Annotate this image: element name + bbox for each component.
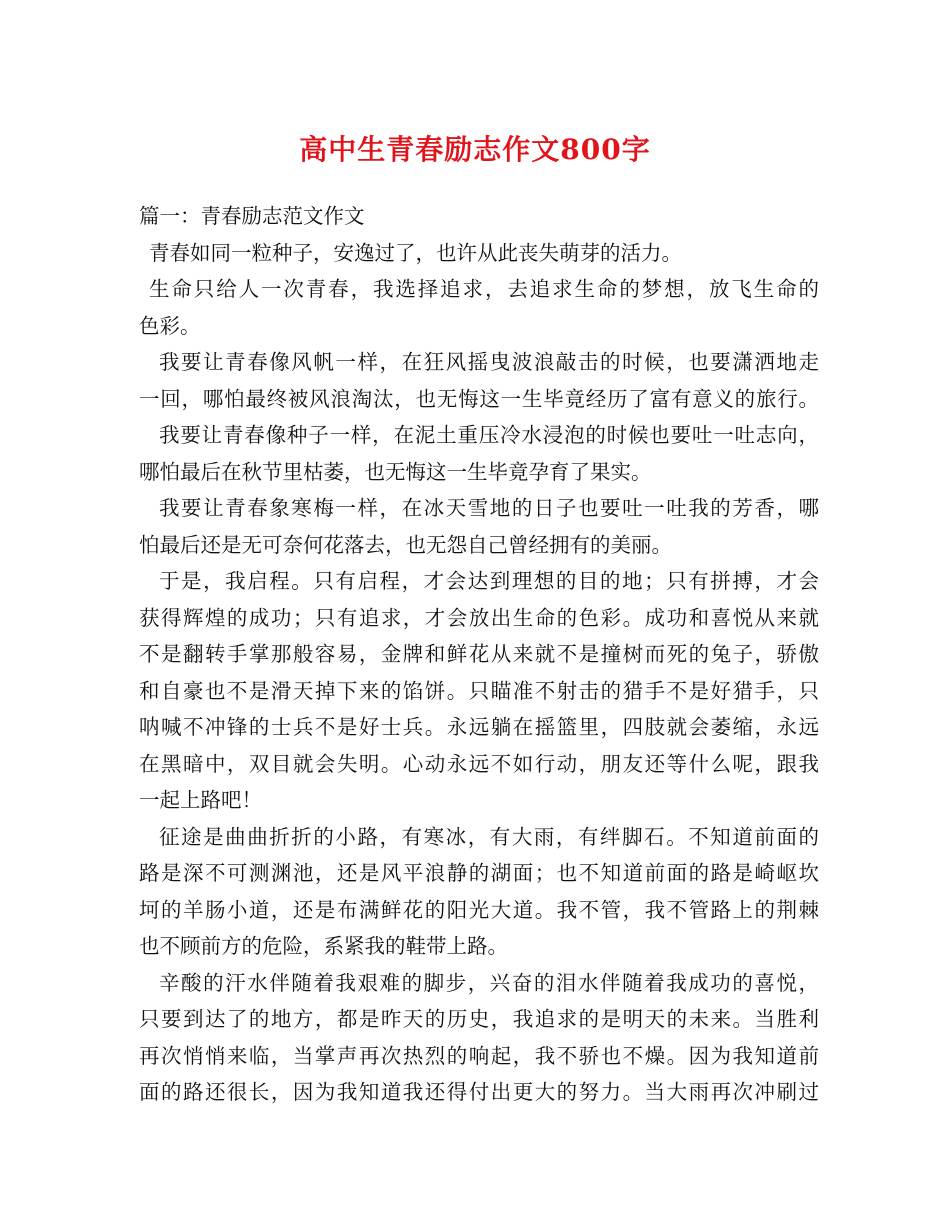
text-line: 呐喊不冲锋的士兵不是好士兵。永远躺在摇篮里，四肢就会萎缩，永远 [139,715,819,739]
text-line: 我要让青春像种子一样，在泥土重压冷水浸泡的时候也要吐一吐志向， [159,423,819,447]
text-line: 哪怕最后在秋节里枯萎，也无悔这一生毕竟孕育了果实。 [139,459,652,484]
text-line: 一起上路吧！ [139,788,262,812]
text-line: 面的路还很长，因为我知道我还得付出更大的努力。当大雨再次冲刷过 [139,1080,819,1104]
text-line: 生命只给人一次青春，我选择追求，去追求生命的梦想，放飞生命的 [149,277,819,301]
text-line: 我要让青春象寒梅一样，在冰天雪地的日子也要吐一吐我的芳香，哪 [159,496,819,520]
text-line: 一回，哪怕最终被风浪淘汰，也无悔这一生毕竟经历了富有意义的旅行。 [139,386,819,411]
page-title: 高中生青春励志作文800字 [299,133,651,166]
text-line: 辛酸的汗水伴随着我艰难的脚步，兴奋的泪水伴随着我成功的喜悦， [159,970,819,995]
text-line: 青春如同一粒种子，安逸过了，也许从此丧失萌芽的活力。 [149,240,682,265]
text-line: 获得辉煌的成功；只有追求，才会放出生命的色彩。成功和喜悦从来就 [139,605,819,630]
text-line: 坷的羊肠小道，还是布满鲜花的阳光大道。我不管，我不管路上的荆棘 [139,897,819,922]
text-line: 我要让青春像风帆一样，在狂风摇曳波浪敲击的时候，也要潇洒地走 [159,350,819,374]
text-line: 只要到达了的地方，都是昨天的历史，我追求的是明天的未来。当胜利 [139,1007,819,1031]
text-line: 也不顾前方的危险，系紧我的鞋带上路。 [139,934,508,958]
text-line: 路是深不可测渊池，还是风平浪静的湖面；也不知道前面的路是崎岖坎 [139,861,819,885]
text-line: 征途是曲曲折折的小路，有寒冰，有大雨，有绊脚石。不知道前面的 [159,824,819,849]
text-line: 在黑暗中，双目就会失明。心动永远不如行动，朋友还等什么呢，跟我 [139,751,819,776]
article-body [139,198,819,1111]
text-line: 再次悄悄来临，当掌声再次热烈的响起，我不骄也不燥。因为我知道前 [139,1043,819,1068]
text-line: 色彩。 [139,313,201,338]
text-line: 不是翻转手掌那般容易，金牌和鲜花从来就不是撞树而死的兔子，骄傲 [139,642,819,666]
text-line: 怕最后还是无可奈何花落去，也无怨自己曾经拥有的美丽。 [139,532,672,557]
section-heading: 篇一：青春励志范文作文 [139,204,365,228]
text-line: 于是，我启程。只有启程，才会达到理想的目的地；只有拼搏，才会 [159,569,819,593]
text-line: 和自豪也不是滑天掉下来的馅饼。只瞄准不射击的猎手不是好猎手，只 [139,678,819,703]
